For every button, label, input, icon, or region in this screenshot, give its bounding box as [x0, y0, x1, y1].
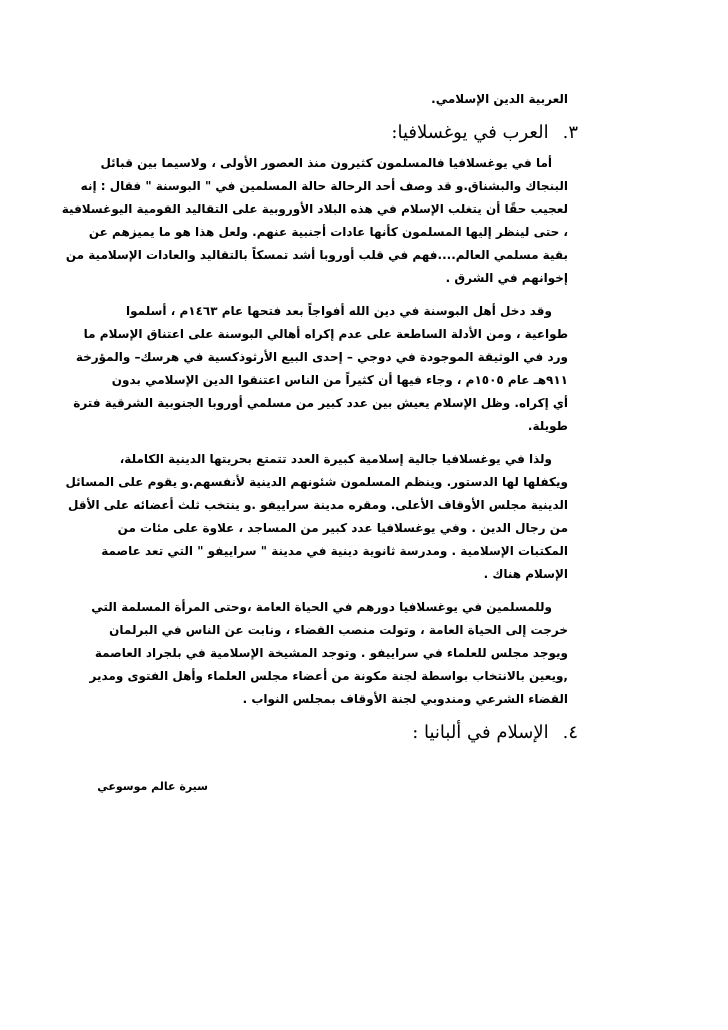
section-number: ٣. — [562, 122, 578, 143]
section-title: الإسلام في ألبانيا : — [412, 722, 549, 743]
paragraph-line: الدينية مجلس الأوقاف الأعلى. ومقره مدينة سراييفو .و ينتخب ثلث أعضائه على الأقل — [68, 498, 568, 512]
paragraph-line: طواعية ، ومن الأدلة الساطعة على عدم إكراه أهالي البوسنة على اعتناق الإسلام ما — [83, 327, 568, 341]
paragraph-line: الإسلام هناك . — [483, 567, 568, 581]
paragraph-line: أما في يوغسلافيا فالمسلمون كثيرون منذ العصور الأولى ، ولاسيما بين قبائل — [100, 156, 552, 170]
paragraph-line: من رجال الدين . وفي يوغسلافيا عدد كبير من المساجد ، علاوة على مئات من — [117, 521, 568, 535]
paragraph-line: خرجت إلى الحياة العامة ، وتولت منصب القضاء ، ونابت عن الناس في البرلمان — [109, 623, 568, 637]
paragraph-line: ويكفلها لها الدستور. وينظم المسلمون شئونهم الدينية لأنفسهم.و يقوم على المسائل — [65, 475, 568, 489]
section-heading-4 — [158, 720, 578, 746]
paragraph-line: ,ويعين بالانتخاب بواسطة لجنة مكونة من أعضاء مجلس العلماء وأهل الفتوى ومدير — [89, 669, 568, 683]
paragraph-line: ٩١١هـ عام ١٥٠٥م ، وجاء فيها أن كثيراً من الناس اعتنقوا الدين الإسلامي بدون — [111, 373, 568, 387]
paragraph-line: ، حتى لينظر إليها المسلمون كأنها عادات أجنبية عنهم. ولعل هذا هو ما يميزهم عن — [88, 225, 568, 239]
paragraph-line: القضاء الشرعي ومندوبي لجنة الأوقاف بمجلس النواب . — [242, 692, 568, 706]
section-number: ٤. — [562, 722, 578, 743]
paragraph-line: ورد في الوثيقة الموجودة في دوجي – إحدى البيع الأرثوذكسية في هرسك– والمؤرخة — [75, 350, 568, 364]
footer-text: سيرة عالم موسوعي — [97, 780, 208, 793]
paragraph-line: وللمسلمين في يوغسلافيا دورهم في الحياة العامة ،وحتى المرأة المسلمة التي — [91, 600, 552, 614]
section-title: العرب في يوغسلافيا: — [391, 122, 549, 143]
section-heading-3 — [158, 120, 578, 146]
paragraph-line: وقد دخل أهل البوسنة في دين الله أفواجاً بعد فتحها عام ١٤٦٣م ، أسلموا — [126, 304, 552, 318]
paragraph-line: ويوجد مجلس للعلماء في سراييفو . وتوجد المشيخة الإسلامية في بلجراد العاصمة — [94, 646, 568, 660]
paragraph-line: أي إكراه. وظل الإسلام يعيش بين عدد كبير من مسلمي أوروبا الجنوبية الشرقية فترة — [73, 396, 568, 410]
paragraph-line: البنجاك والبشناق.و قد وصف أحد الرحالة حالة المسلمين في " البوسنة " فقال : إنه — [80, 179, 568, 193]
paragraph-line: ولذا في يوغسلافيا جالية إسلامية كبيرة العدد تتمتع بحريتها الدينية الكاملة، — [119, 452, 552, 466]
paragraph-line: إخوانهم في الشرق . — [445, 271, 568, 285]
paragraph-line: طويلة. — [527, 419, 568, 433]
text-line: العربية الدين الإسلامي. — [431, 92, 568, 106]
paragraph-line: بقية مسلمي العالم....فهم في قلب أوروبا أشد تمسكاً بالتقاليد والعادات الإسلامية من — [65, 248, 568, 262]
paragraph-line: المكتبات الإسلامية . ومدرسة ثانوية دينية في مدينة " سراييفو " التي تعد عاصمة — [101, 544, 568, 558]
paragraph-line: لعجيب حقًا أن يتغلب الإسلام في هذه البلاد الأوروبية على التقاليد القومية اليوغسلافية — [61, 202, 568, 216]
